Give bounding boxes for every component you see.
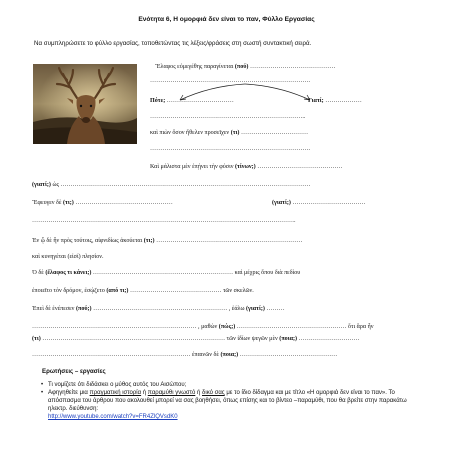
video-link[interactable]: http://www.youtube.com/watch?v=FR4ZlQVsdK0 <box>48 414 178 420</box>
line-9 <box>32 200 173 206</box>
line-6 <box>150 146 310 152</box>
line-17 <box>32 336 360 342</box>
q2-known-tale: παραμύθι γνωστό <box>147 390 196 396</box>
line-3-why <box>308 98 362 104</box>
line-5-text: καὶ πιὼν ὅσον ἤθελεν προσεῖχεν <box>150 130 230 136</box>
line-11-prompt: (τι;) <box>143 238 155 244</box>
bullet-icon: • <box>41 390 44 396</box>
line-7-blank[interactable]: …………………………………… <box>257 164 343 170</box>
line-7-prompt: (τίνων;) <box>235 164 256 170</box>
line-8-prompt: (γιατί;) <box>32 182 51 188</box>
line-17-prompt-2: (ποια;) <box>279 336 298 342</box>
line-15-prompt-2: (γιατί;) <box>246 306 265 312</box>
line-12-text: καὶ κυνηγέται (εἰσί) πλησίον. <box>32 254 104 260</box>
line-16-blank-2[interactable]: ……………………………………………… <box>236 324 347 330</box>
line-1-blank[interactable]: …………………………………… <box>249 64 336 70</box>
line-4 <box>150 114 305 120</box>
line-17-text: τῶν ἰδίων ψεγῶν μὲν <box>226 336 278 342</box>
line-6-blank[interactable]: ……………………………………………………………………. <box>150 146 310 152</box>
line-16-tail: ὅτι ἄρα ἦν <box>348 324 374 330</box>
line-9-blank[interactable]: ………………………………………… <box>75 200 173 206</box>
question-2-text <box>48 389 408 421</box>
line-11-blank[interactable]: ……………………………………………………………… <box>156 238 303 244</box>
line-10-blank[interactable]: …………………………………………………………………………………………………………………. <box>32 218 296 224</box>
line-11 <box>32 238 302 244</box>
line-17-prompt: (τι) <box>32 336 41 342</box>
line-11-text: Ἐν ᾧ δὲ ἦν πρὸς τούτοις, αἰφνιδίως ἀκούεται <box>32 238 143 244</box>
why-blank[interactable]: ……………… <box>325 98 362 104</box>
line-17-blank-2[interactable]: ………………………… <box>298 336 360 342</box>
line-1-prompt: (πού) <box>234 64 249 70</box>
line-14-text: ἐποιεῖτο τὸν δρόμον, ἐσῴζετο <box>32 288 105 294</box>
line-12 <box>32 254 104 260</box>
line-8-text: ὡς <box>52 182 59 188</box>
line-9b-prompt: (γιατί;) <box>272 200 291 206</box>
line-13-blank[interactable]: …………………………………………………………… <box>92 270 234 276</box>
instructions: Να συμπληρώσετε το φύλλο εργασίας, τοποθετώντας τις λέξεις/φράσεις στη σωστή συντακτική σειρά. <box>34 40 312 47</box>
when-prompt: Πότε; <box>150 98 166 104</box>
line-18 <box>32 352 337 358</box>
line-3-when <box>150 98 234 104</box>
line-14-tail: τῶν σκελῶν. <box>222 288 254 294</box>
line-15-blank[interactable]: ………………………………………………………… , <box>93 306 231 312</box>
line-18-blank-2[interactable]: ………………………………………… <box>239 352 338 358</box>
line-1 <box>155 64 335 70</box>
line-15-prompt: (πού;) <box>75 306 92 312</box>
line-5-prompt: (τι) <box>230 130 240 136</box>
line-15-text: Ἐπεὶ δὲ ἐνέπεσεν <box>32 306 75 312</box>
q2-or-1: ή <box>141 390 148 396</box>
deer-image <box>33 64 137 144</box>
line-15-tail: ἑάλω <box>231 306 245 312</box>
bullet-icon: • <box>41 382 44 388</box>
line-13 <box>32 270 300 276</box>
line-8-blank[interactable]: …………………………………………………………………………………………………………… <box>60 182 311 188</box>
questions-heading: Ερωτήσεις – εργασίες <box>42 368 106 375</box>
line-14-blank[interactable]: ……………………………………… <box>130 288 222 294</box>
line-13-tail: καὶ μέχρις ὅπου διὰ πεδίου <box>234 270 301 276</box>
line-5-blank[interactable]: …………………………… <box>241 130 309 136</box>
line-9b <box>272 200 366 206</box>
line-9b-blank[interactable]: ……………………………… <box>292 200 366 206</box>
q2-pre: Αφηγηθείτε μια <box>48 390 90 396</box>
line-2-blank[interactable]: ……………………………………………………………………. <box>150 78 310 84</box>
line-16-text: μαθὼν <box>201 324 218 330</box>
line-7 <box>150 164 343 170</box>
q2-real-story: πραγματική ιστορία <box>89 390 142 396</box>
line-18-text: ἐπαινῶν δὲ <box>191 352 219 358</box>
question-1 <box>41 381 408 389</box>
line-14 <box>32 288 254 294</box>
line-17-blank[interactable]: ……………………………………………………………………………… <box>42 336 226 342</box>
line-13-text: Ὁ δὲ <box>32 270 44 276</box>
line-10 <box>32 218 296 224</box>
worksheet-title: Ενότητα 6, Η ομορφιά δεν είναι το παν, Φύλλο Εργασίας <box>138 16 315 23</box>
line-5 <box>150 130 308 136</box>
line-8 <box>32 182 310 188</box>
line-9-text: Ἔφευγεν δὲ <box>32 200 62 206</box>
line-13-prompt: (ἔλαφος τι κάνει;) <box>45 270 92 276</box>
line-9-prompt: (τι;) <box>63 200 74 206</box>
q2-your-own: δικό σας <box>202 390 225 396</box>
line-16 <box>32 324 374 330</box>
when-blank[interactable]: …………………………… <box>166 98 234 104</box>
why-prompt: Γιατί; <box>308 98 324 104</box>
q2-or-2: ή <box>195 390 203 396</box>
question-2 <box>41 389 408 421</box>
line-16-blank[interactable]: ……………………………………………………………………… , <box>32 324 200 330</box>
line-16-prompt: (πώς;) <box>218 324 236 330</box>
line-18-blank[interactable]: …………………………………………………………………… <box>32 352 191 358</box>
line-7-text: Καὶ μάλιστα μὲν ἐπῄνει τὴν φύσιν <box>150 164 234 170</box>
line-18-prompt: (ποια;) <box>220 352 239 358</box>
line-15 <box>32 306 285 312</box>
deer-illustration <box>33 64 137 144</box>
line-4-blank[interactable]: ………………………………………………………………….. <box>150 114 306 120</box>
q2-post: με το ίδιο δίδαγμα και με τίτλο «Η ομορφιά δεν είναι το παν». Το απόσπασμα του άρθρου που ακολουθεί μπορεί να σας βοηθήσει, όπως επίσης και το βίντεο –παραμύθι, που θα βρείτε στην παρακάτω ηλεκτρ. διεύθυνση: <box>48 390 407 412</box>
line-15-blank-2[interactable]: ……… <box>266 306 285 312</box>
line-1-text: Ἔλαφος εὐμεγέθης παραγίνεται <box>155 64 234 70</box>
question-1-text: Τι νομίζετε ότι διδάσκει ο μύθος αυτός του Αισώπου; <box>48 382 187 388</box>
line-14-prompt: (από τι;) <box>106 288 129 294</box>
